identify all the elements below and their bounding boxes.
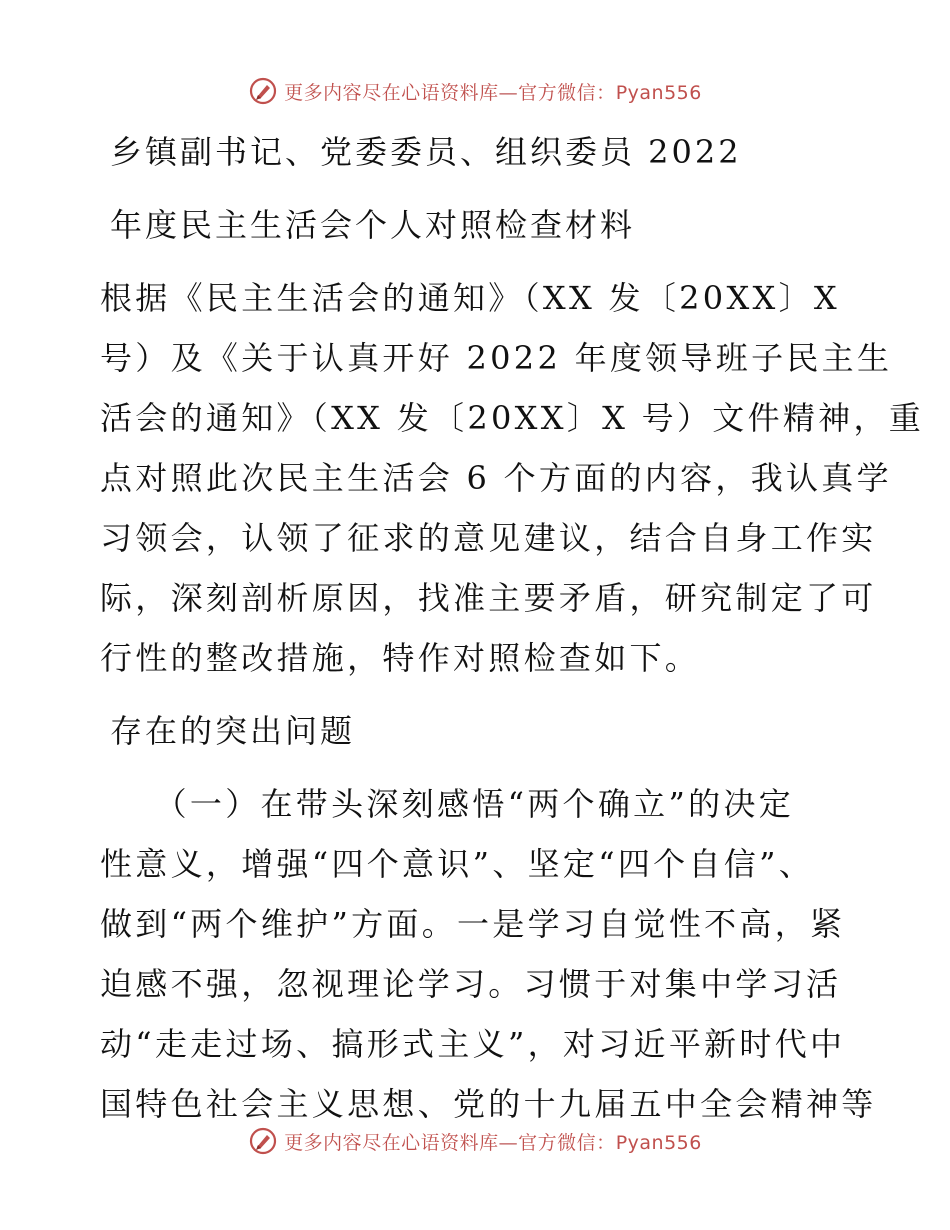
- intro-line-5: 习领会，认领了征求的意见建议，结合自身工作实: [100, 519, 877, 557]
- section-line-2: 性意义，增强“四个意识”、坚定“四个自信”、: [100, 845, 815, 883]
- intro-line-6: 际，深刻剖析原因，找准主要矛盾，研究制定了可: [100, 579, 877, 617]
- pen-logo-icon: [248, 1126, 278, 1156]
- document-title-line-1: 乡镇副书记、党委委员、组织委员 2022: [110, 133, 742, 171]
- intro-line-1: 根据《民主生活会的通知》（XX 发〔20XX〕X: [100, 279, 840, 317]
- intro-line-4: 点对照此次民主生活会 6 个方面的内容，我认真学: [100, 459, 892, 497]
- footer-watermark: [0, 1124, 950, 1158]
- watermark-wechat-id: Pyan556: [615, 81, 702, 104]
- section-heading: 存在的突出问题: [110, 712, 356, 750]
- section-line-6: 国特色社会主义思想、党的十九届五中全会精神等: [100, 1085, 877, 1123]
- intro-line-7: 行性的整改措施，特作对照检查如下。: [100, 639, 701, 677]
- section-line-3: 做到“两个维护”方面。一是学习自觉性不高，紧: [100, 905, 846, 943]
- header-watermark: [0, 74, 950, 108]
- watermark-label: 官方微信：: [518, 81, 616, 104]
- watermark-brand: 更多内容尽在心语资料库: [284, 1131, 499, 1154]
- watermark-text: [284, 1128, 702, 1155]
- section-line-1: （一）在带头深刻感悟“两个确立”的决定: [100, 785, 795, 823]
- document-body: [100, 122, 925, 1134]
- intro-line-2: 号）及《关于认真开好 2022 年度领导班子民主生: [100, 339, 893, 377]
- section-line-4: 迫感不强，忽视理论学习。习惯于对集中学习活: [100, 965, 842, 1003]
- watermark-wechat-id: Pyan556: [615, 1131, 702, 1154]
- pen-logo-icon: [248, 76, 278, 106]
- watermark-dash: —: [498, 81, 519, 104]
- watermark-text: [284, 78, 702, 105]
- section-line-5: 动“走走过场、搞形式主义”，对习近平新时代中: [100, 1025, 846, 1063]
- watermark-brand: 更多内容尽在心语资料库: [284, 81, 499, 104]
- intro-line-3: 活会的通知》（XX 发〔20XX〕X 号）文件精神，重: [100, 399, 925, 437]
- watermark-dash: —: [498, 1131, 519, 1154]
- watermark-label: 官方微信：: [518, 1131, 616, 1154]
- document-title-line-2: 年度民主生活会个人对照检查材料: [110, 206, 636, 244]
